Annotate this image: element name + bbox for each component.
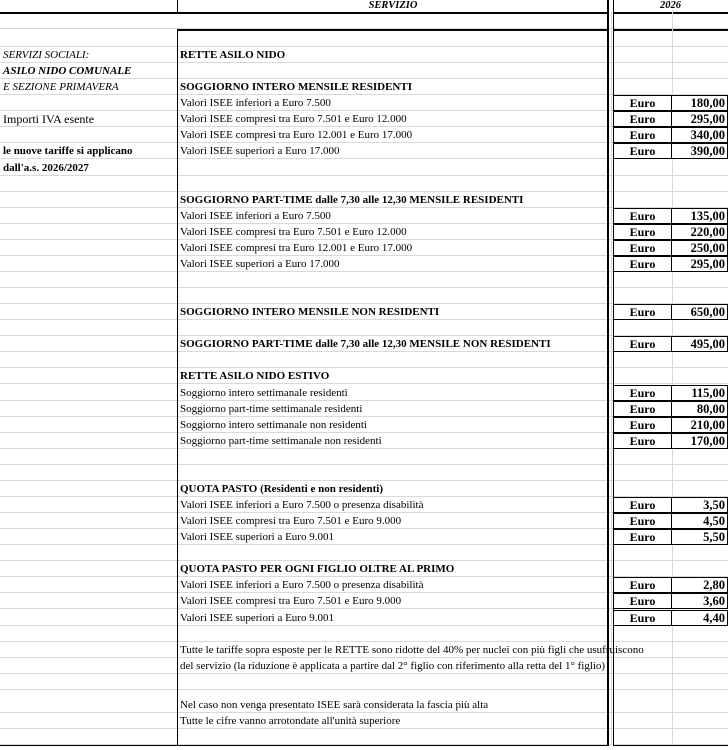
service-cell: RETTE ASILO NIDO <box>180 49 286 61</box>
price-cell: 4,40 <box>672 610 728 626</box>
currency-cell: Euro <box>613 304 672 320</box>
currency-cell: Euro <box>613 593 672 609</box>
service-cell: Soggiorno intero settimanale non residenti <box>180 419 367 431</box>
header-bottom-border <box>0 12 609 14</box>
service-cell: Valori ISEE compresi tra Euro 12.001 e Euro 17.000 <box>180 242 413 254</box>
service-cell: Tutte le cifre vanno arrotondate all'unità superiore <box>180 715 401 727</box>
currency-cell: Euro <box>613 143 672 159</box>
label-cell: dall'a.s. 2026/2027 <box>3 162 89 174</box>
price-cell: 295,00 <box>672 256 728 272</box>
price-cell: 170,00 <box>672 433 728 449</box>
price-cell: 295,00 <box>672 111 728 127</box>
service-cell: SOGGIORNO PART-TIME dalle 7,30 alle 12,30 MENSILE RESIDENTI <box>180 194 524 206</box>
price-cell: 5,50 <box>672 529 728 545</box>
service-cell: Tutte le tariffe sopra esposte per le RETTE sono ridotte del 40% per nuclei con più figli che usufruiscono <box>180 644 644 656</box>
currency-cell: Euro <box>613 224 672 240</box>
currency-cell: Euro <box>613 417 672 433</box>
bottom-border <box>613 745 728 746</box>
gridline <box>0 287 728 288</box>
label-cell: ASILO NIDO COMUNALE <box>3 65 132 77</box>
column-border <box>177 29 178 746</box>
label-cell: E SEZIONE PRIMAVERA <box>3 81 119 93</box>
price-cell: 250,00 <box>672 240 728 256</box>
label-cell: SERVIZI SOCIALI: <box>3 49 90 61</box>
service-cell: Valori ISEE compresi tra Euro 7.501 e Euro 9.000 <box>180 595 402 607</box>
column-border <box>177 0 178 14</box>
currency-cell: Euro <box>613 610 672 626</box>
gridline <box>0 46 728 47</box>
section-top-border <box>613 29 728 31</box>
price-cell: 2,80 <box>672 577 728 593</box>
service-cell: Valori ISEE compresi tra Euro 7.501 e Euro 12.000 <box>180 226 407 238</box>
price-cell: 80,00 <box>672 401 728 417</box>
service-cell: Valori ISEE superiori a Euro 9.001 <box>180 531 334 543</box>
service-cell: SOGGIORNO INTERO MENSILE RESIDENTI <box>180 81 412 93</box>
price-cell: 135,00 <box>672 208 728 224</box>
service-cell: Valori ISEE inferiori a Euro 7.500 <box>180 97 331 109</box>
price-cell: 495,00 <box>672 336 728 352</box>
service-cell: SOGGIORNO INTERO MENSILE NON RESIDENTI <box>180 306 440 318</box>
currency-cell: Euro <box>613 336 672 352</box>
currency-cell: Euro <box>613 111 672 127</box>
currency-cell: Euro <box>613 208 672 224</box>
currency-cell: Euro <box>613 401 672 417</box>
gridline <box>0 464 728 465</box>
service-cell: Valori ISEE superiori a Euro 17.000 <box>180 145 340 157</box>
currency-cell: Euro <box>613 127 672 143</box>
service-cell: Valori ISEE compresi tra Euro 7.501 e Euro 9.000 <box>180 515 402 527</box>
currency-cell: Euro <box>613 95 672 111</box>
gridline <box>0 689 728 690</box>
price-cell: 340,00 <box>672 127 728 143</box>
currency-cell: Euro <box>613 385 672 401</box>
service-cell: Valori ISEE compresi tra Euro 12.001 e Euro 17.000 <box>180 129 413 141</box>
currency-cell: Euro <box>613 577 672 593</box>
currency-cell: Euro <box>613 240 672 256</box>
price-cell: 650,00 <box>672 304 728 320</box>
header-year: 2026 <box>660 0 681 11</box>
service-cell: SOGGIORNO PART-TIME dalle 7,30 alle 12,30 MENSILE NON RESIDENTI <box>180 338 551 350</box>
currency-cell: Euro <box>613 529 672 545</box>
gridline-vertical <box>611 12 612 745</box>
currency-cell: Euro <box>613 497 672 513</box>
service-cell: Nel caso non venga presentato ISEE sarà considerata la fascia più alta <box>180 699 489 711</box>
service-cell: Soggiorno intero settimanale residenti <box>180 387 348 399</box>
service-cell: Valori ISEE inferiori a Euro 7.500 o presenza disabilità <box>180 579 424 591</box>
service-cell: Valori ISEE inferiori a Euro 7.500 o presenza disabilità <box>180 499 424 511</box>
price-cell: 390,00 <box>672 143 728 159</box>
price-cell: 3,50 <box>672 497 728 513</box>
service-cell: Soggiorno part-time settimanale residenti <box>180 403 363 415</box>
service-cell: Valori ISEE inferiori a Euro 7.500 <box>180 210 331 222</box>
header-servizio: SERVIZIO <box>368 0 418 11</box>
service-cell: QUOTA PASTO PER OGNI FIGLIO OLTRE AL PRIMO <box>180 563 455 575</box>
bottom-border <box>0 745 609 746</box>
gridline <box>0 175 728 176</box>
label-cell: le nuove tariffe si applicano <box>3 145 133 157</box>
header-bottom-border <box>613 12 728 14</box>
service-cell: Valori ISEE compresi tra Euro 7.501 e Euro 12.000 <box>180 113 407 125</box>
section-top-border <box>177 29 609 31</box>
gridline <box>0 367 728 368</box>
service-cell: Valori ISEE superiori a Euro 9.001 <box>180 612 334 624</box>
currency-cell: Euro <box>613 256 672 272</box>
price-cell: 210,00 <box>672 417 728 433</box>
gridline <box>0 383 728 384</box>
label-cell: Importi IVA esente <box>3 112 95 126</box>
service-cell: Soggiorno part-time settimanale non residenti <box>180 435 382 447</box>
price-cell: 115,00 <box>672 385 728 401</box>
service-cell: QUOTA PASTO (Residenti e non residenti) <box>180 483 384 495</box>
price-cell: 180,00 <box>672 95 728 111</box>
price-cell: 220,00 <box>672 224 728 240</box>
service-cell: del servizio (la riduzione è applicata a partire dal 2° figlio con riferimento alla retta del 1° figlio) <box>180 660 606 672</box>
column-border <box>607 0 609 746</box>
service-cell: RETTE ASILO NIDO ESTIVO <box>180 370 330 382</box>
service-cell: Valori ISEE superiori a Euro 17.000 <box>180 258 340 270</box>
currency-cell: Euro <box>613 433 672 449</box>
currency-cell: Euro <box>613 513 672 529</box>
price-cell: 3,60 <box>672 593 728 609</box>
price-cell: 4,50 <box>672 513 728 529</box>
